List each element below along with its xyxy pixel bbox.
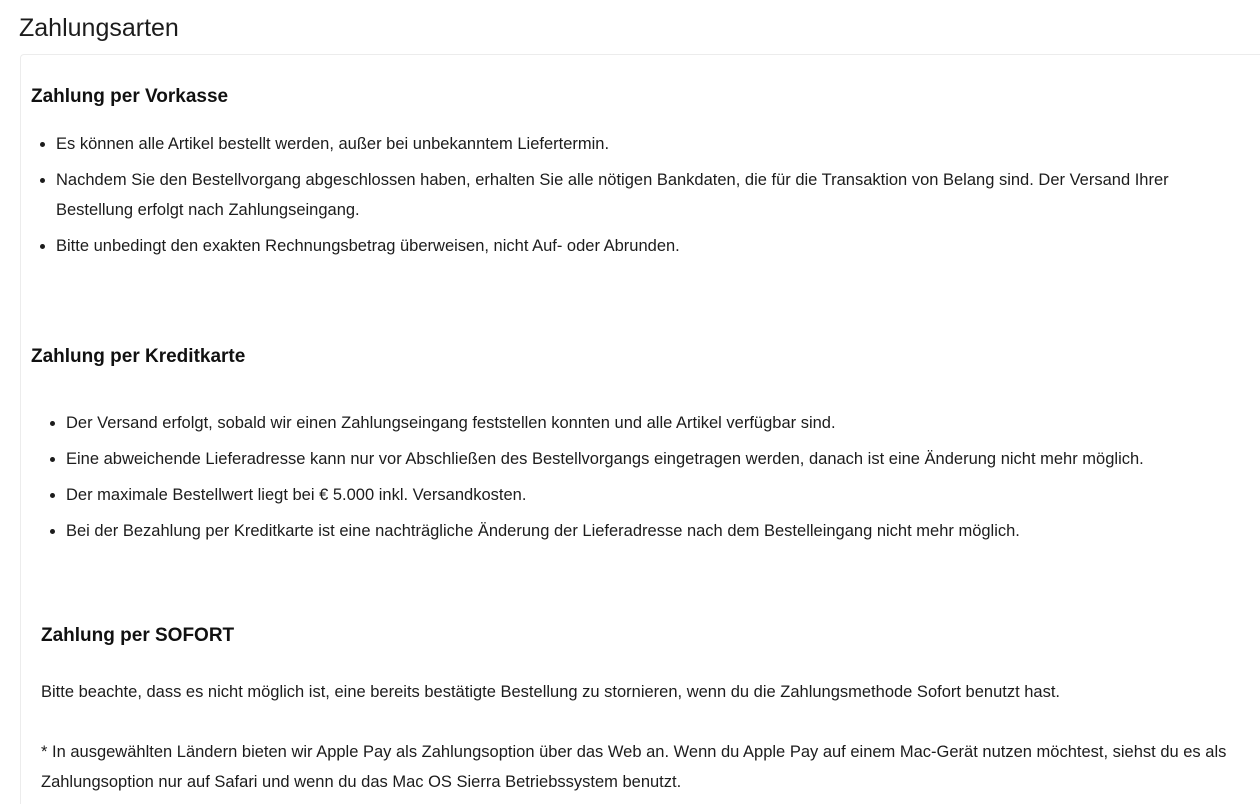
kreditkarte-list — [66, 408, 1251, 552]
section-heading-sofort: Zahlung per SOFORT — [41, 625, 235, 646]
list-item: Nachdem Sie den Bestellvorgang abgeschlossen haben, erhalten Sie alle nötigen Bankdaten, die für die Transaktion von Belang sind. Der Versand Ihrer Bestellung erfolgt nach Zahlungseingang. — [56, 165, 1246, 225]
list-item: Es können alle Artikel bestellt werden, außer bei unbekanntem Liefertermin. — [56, 129, 1246, 159]
list-item: Bitte unbedingt den exakten Rechnungsbetrag überweisen, nicht Auf- oder Abrunden. — [56, 231, 1246, 261]
list-item: Bei der Bezahlung per Kreditkarte ist eine nachträgliche Änderung der Lieferadresse nach dem Bestelleingang nicht mehr möglich. — [66, 516, 1251, 546]
sofort-notice: Bitte beachte, dass es nicht möglich ist, eine bereits bestätigte Bestellung zu stornieren, wenn du die Zahlungsmethode Sofort benutzt hast. — [41, 683, 1061, 701]
section-heading-kreditkarte: Zahlung per Kreditkarte — [31, 346, 246, 367]
vorkasse-list — [56, 129, 1246, 267]
section-heading-vorkasse: Zahlung per Vorkasse — [31, 86, 229, 107]
list-item: Der maximale Bestellwert liegt bei € 5.000 inkl. Versandkosten. — [66, 480, 1251, 510]
page-title: Zahlungsarten — [19, 14, 179, 42]
list-item: Eine abweichende Lieferadresse kann nur vor Abschließen des Bestellvorgangs eingetragen werden, danach ist eine Änderung nicht mehr möglich. — [66, 444, 1251, 474]
list-item: Der Versand erfolgt, sobald wir einen Zahlungseingang feststellen konnten und alle Artikel verfügbar sind. — [66, 408, 1251, 438]
apple-pay-footnote: * In ausgewählten Ländern bieten wir Apple Pay als Zahlungsoption über das Web an. Wenn du Apple Pay auf einem Mac-Gerät nutzen möchtest, siehst du es als Zahlungsoption nur auf Safari und wenn du das Mac OS Sierra Betriebssystem benutzt. — [41, 743, 1227, 791]
